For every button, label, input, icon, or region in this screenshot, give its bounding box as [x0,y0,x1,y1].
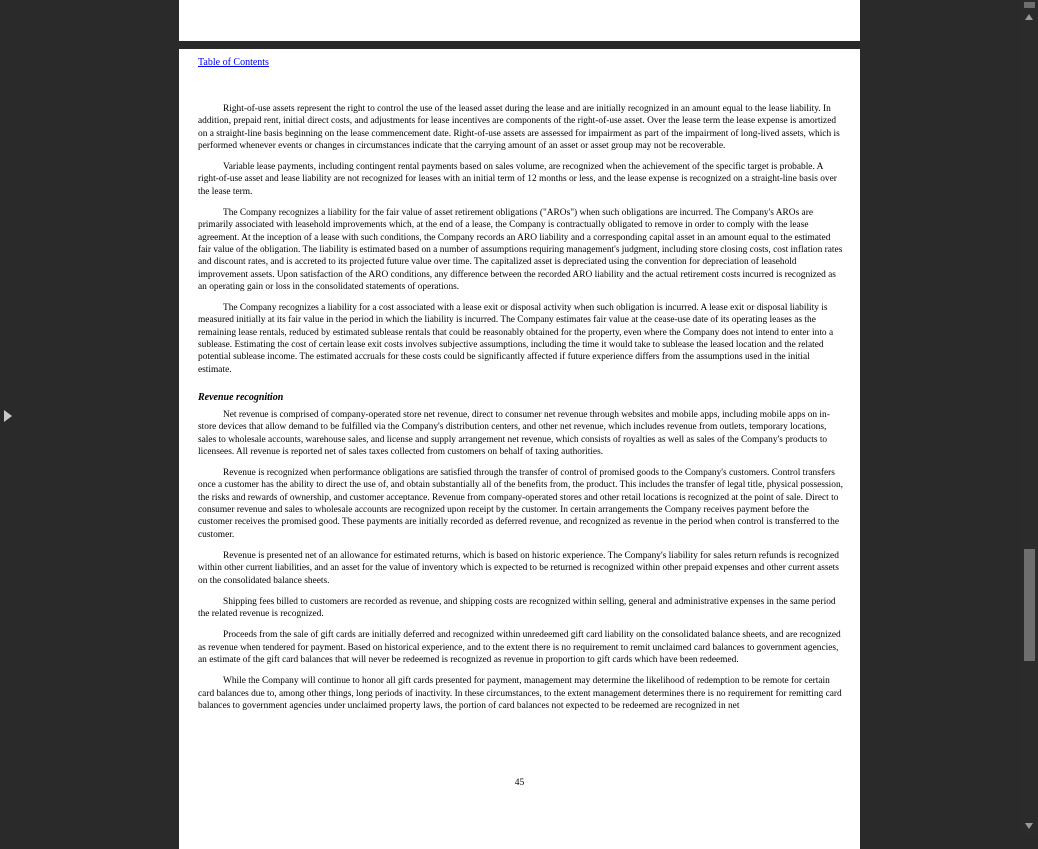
paragraph: The Company recognizes a liability for the fair value of asset retirement obligations ("AROs") when such obligations are incurred. The Company's AROs are primarily associated with leasehold improvements which, at the end of a lease, the Company is contractually obligated to remove in order to comply with the lease agreement. At the inception of a lease with such conditions, the Company records an ARO liability and a corresponding capital asset in an amount equal to the estimated fair value of the obligation. The liability is estimated based on a number of assumptions requiring management's judgment, including store closing costs, cost inflation rates and discount rates, and is accreted to its projected future value over time. The capitalized asset is depreciated using the convention for depreciation of leasehold improvement assets. Upon satisfaction of the ARO conditions, any difference between the recorded ARO liability and the actual retirement costs incurred is recognized as an operating gain or loss in the consolidated statements of operations. [198,208,843,292]
section-heading: Revenue recognition [198,391,284,403]
left-rail [0,0,18,837]
paragraph: Right-of-use assets represent the right to control the use of the leased asset during the lease and are initially recognized in an amount equal to the lease liability. In addition, prepaid rent, initial direct costs, and adjustments for lease incentives are components of the right-of-use asset. Over the lease term the lease expense is amortized on a straight-line basis beginning on the lease commencement date. Right-of-use assets are assessed for impairment as part of the impairment of long-lived assets, which is performed whenever events or changes in circumstances indicate that the carrying amount of an asset or asset group may not be recoverable. [198,104,840,151]
scrollbar-thumb[interactable] [1024,549,1035,661]
paragraph: Shipping fees billed to customers are recorded as revenue, and shipping costs are recognized within selling, general and administrative expenses in the same period the related revenue is recognized. [198,596,836,620]
scroll-up-arrow-icon[interactable] [1025,14,1033,20]
paragraph: While the Company will continue to honor all gift cards presented for payment, management may determine the likelihood of redemption to be remote for certain card balances due to, among other things, long periods of inactivity. In these circumstances, to the extent management determines there is no requirement for remitting card balances to government agencies under unclaimed property laws, the portion of card balances not expected to be redeemed are recognized in net [198,676,842,711]
scrollbar-top-mark [1024,2,1035,8]
page-number: 45 [514,778,525,788]
paragraph: Variable lease payments, including contingent rental payments based on sales volume, are recognized when the achievement of the specific target is probable. A right-of-use asset and lease liability are not recognized for leases with an initial term of 12 months or less, and the lease expense is recognized on a straight-line basis over the lease term. [198,162,837,197]
page-body [198,103,843,721]
document-page [179,49,860,849]
paragraph: The Company recognizes a liability for a cost associated with a lease exit or disposal activity when such obligation is incurred. A lease exit or disposal liability is measured initially at its fair value in the period in which the liability is incurred. The Company estimates fair value at the cease-use date of its operating leases as the remaining lease rentals, reduced by estimated sublease rentals that could be reasonably obtained for the property, even where the Company does not intend to enter into a sublease. Estimating the cost of certain lease exit costs involves subjective assumptions, including the time it would take to sublease the leased location and the related potential sublease income. The estimated accruals for these costs could be significantly affected if future experience differs from the assumptions used in the initial estimate. [198,303,834,375]
sidebar-toggle-arrow-icon[interactable] [4,410,12,422]
vertical-scrollbar[interactable] [1021,0,1038,837]
previous-page [179,0,860,41]
paragraph: Proceeds from the sale of gift cards are initially deferred and recognized within unredeemed gift card liability on the consolidated balance sheets, and are recognized as revenue when tendered for payment. Based on historical experience, and to the extent there is no requirement to remit unclaimed card balances to government agencies, an estimate of the gift card balances that will never be redeemed is recognized as revenue in proportion to gift cards which have been redeemed. [198,630,841,665]
paragraph: Revenue is presented net of an allowance for estimated returns, which is based on historic experience. The Company's liability for sales return refunds is recognized within other current liabilities, and an asset for the value of inventory which is expected to be returned is recognized within other prepaid expenses and other current assets on the consolidated balance sheets. [198,550,839,586]
table-of-contents-link[interactable]: Table of Contents [198,57,269,68]
scroll-down-arrow-icon[interactable] [1025,823,1033,829]
paragraph: Revenue is recognized when performance obligations are satisfied through the transfer of control of promised goods to the Company's customers. Control transfers once a customer has the ability to direct the use of, and obtain substantially all of the benefits from, the product. This includes the transfer of legal title, physical possession, the risks and rewards of ownership, and customer acceptance. Revenue from company-operated stores and other retail locations is recognized at the point of sale. Direct to consumer revenue and sales to wholesale accounts are recognized upon receipt by the customer. In certain arrangements the Company receives payment before the customer receives the promised good. These payments are initially recorded as deferred revenue, and recognized as revenue in the period when control is transferred to the customer. [198,468,843,540]
paragraph: Net revenue is comprised of company-operated store net revenue, direct to consumer net revenue through websites and mobile apps, including mobile apps on in-store devices that allow demand to be fulfilled via the Company's distribution centers, and other net revenue, which includes revenue from outlets, temporary locations, sales to wholesale accounts, warehouse sales, and license and supply arrangement net revenue, which consists of royalties as well as sales of the Company's products to licensees. All revenue is reported net of sales taxes collected from customers on behalf of taxing authorities. [198,409,830,457]
